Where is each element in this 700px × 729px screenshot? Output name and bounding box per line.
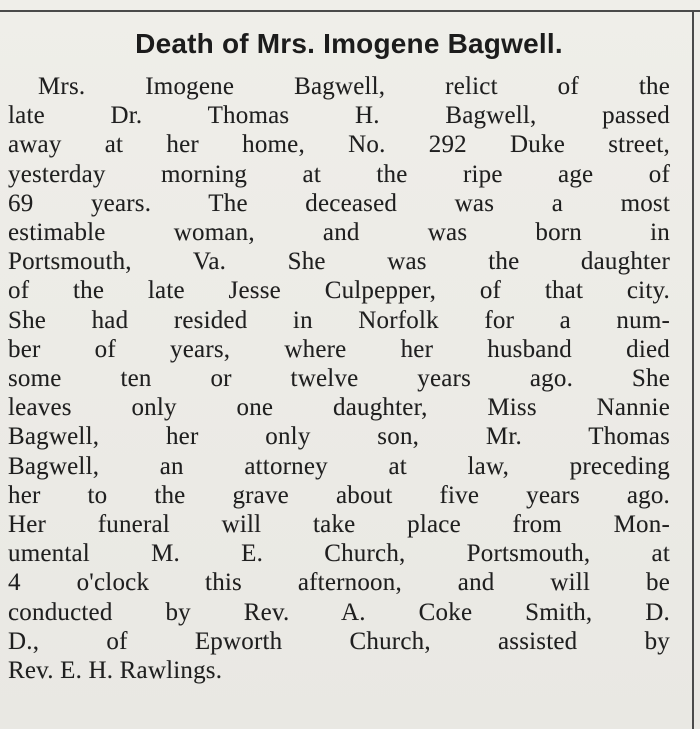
- article-line: umental M. E. Church, Portsmouth, at: [8, 540, 670, 568]
- article-line: ber of years, where her husband died: [8, 335, 670, 363]
- article-line: Bagwell, an attorney at law, preceding: [8, 452, 670, 480]
- article-line: Rev. E. H. Rawlings.: [8, 657, 223, 685]
- article-line: away at her home, No. 292 Duke street,: [8, 131, 670, 159]
- article-line: D., of Epworth Church, assisted by: [8, 627, 670, 655]
- top-column-rule: [0, 10, 700, 12]
- article-line: 4 o'clock this afternoon, and will be: [8, 569, 670, 597]
- article-line: leaves only one daughter, Miss Nannie: [8, 394, 670, 422]
- headline: Death of Mrs. Imogene Bagwell.: [135, 28, 563, 59]
- article-line: estimable woman, and was born in: [8, 219, 670, 247]
- article-line: 69 years. The deceased was a most: [8, 189, 670, 217]
- article-line: Mrs. Imogene Bagwell, relict of the: [38, 73, 670, 100]
- article-line: late Dr. Thomas H. Bagwell, passed: [8, 102, 670, 130]
- article-line: her to the grave about five years ago.: [8, 481, 670, 509]
- article-line: She had resided in Norfolk for a num-: [8, 306, 670, 334]
- article-line: yesterday morning at the ripe age of: [8, 160, 670, 188]
- article-line: some ten or twelve years ago. She: [8, 365, 670, 393]
- article-line: Her funeral will take place from Mon-: [8, 511, 670, 539]
- article-line: Bagwell, her only son, Mr. Thomas: [8, 423, 670, 451]
- article-line: Portsmouth, Va. She was the daughter: [8, 248, 670, 276]
- article-body: [8, 72, 670, 685]
- article-line: conducted by Rev. A. Coke Smith, D.: [8, 598, 670, 626]
- right-column-rule: [692, 10, 694, 729]
- article-line: of the late Jesse Culpepper, of that city.: [8, 277, 670, 305]
